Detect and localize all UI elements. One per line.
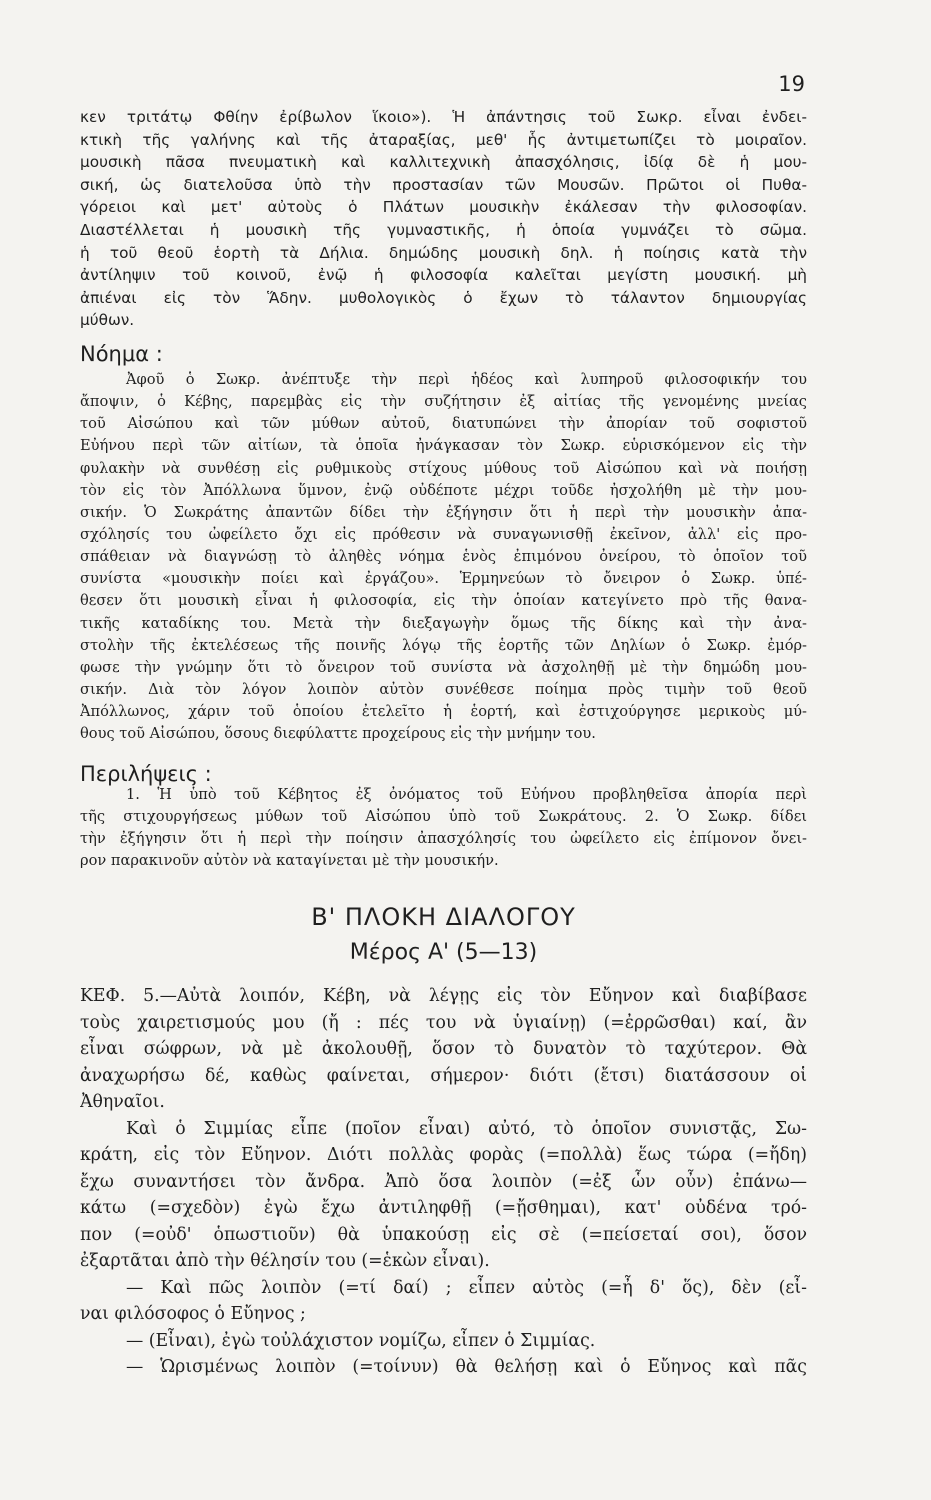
notes-line: κτικὴ τῆς γαλήνης καὶ τῆς ἀταραξίας, μεθ' ἧς ἀντιμετωπίζει τὸ μοιραῖον. (80, 130, 807, 149)
noema-line: στολὴν τῆς ἐκτελέσεως τῆς ποινῆς λόγῳ τῆς ἑορτῆς τῶν Δηλίων ὁ Σωκρ. ἐμόρ- (80, 636, 807, 654)
translation-line: εἶναι σώφρων, νὰ μὲ ἀκολουθῇ, ὅσον τὸ δυνατὸν τὸ ταχύτερον. Θὰ (80, 1039, 807, 1059)
notes-line: σική, ὡς διατελοῦσα ὑπὸ τὴν προστασίαν τῶν Μουσῶν. Πρῶτοι οἱ Πυθα- (80, 175, 807, 194)
perilipseis-line: τῆς στιχουργήσεως μύθων τοῦ Αἰσώπου ὑπὸ τοῦ Σωκράτους. 2. Ὁ Σωκρ. δίδει (80, 808, 807, 826)
notes-line: μουσικὴ πᾶσα πνευματικὴ καὶ καλλιτεχνικὴ ἀπασχόλησις, ἰδίᾳ δὲ ἡ μου- (80, 153, 807, 172)
translation-line: ἔχω συναντήσει τὸν ἄνδρα. Ἀπὸ ὅσα λοιπὸν (=ἐξ ὧν οὖν) ἐπάνω— (80, 1171, 807, 1192)
notes-line: μύθων. (80, 311, 135, 330)
perilipseis-line: ρον παρακινοῦν αὐτὸν νὰ καταγίνεται μὲ τὴν μουσικήν. (80, 852, 499, 870)
noema-line: φυλακὴν νὰ συνθέσῃ εἰς ρυθμικοὺς στίχους μύθους τοῦ Αἰσώπου καὶ νὰ ποιήσῃ (80, 459, 807, 477)
translation-line: Καὶ ὁ Σιμμίας εἶπε (ποῖον εἶναι) αὐτό, τὸ ὁποῖον συνιστᾷς, Σω- (126, 1118, 807, 1139)
noema-line: θεσεν ὅτι μουσικὴ εἶναι ἡ φιλοσοφία, εἰς τὴν ὁποίαν κατεγίνετο πρὸ τῆς θανα- (80, 592, 807, 610)
noema-line: ἄποψιν, ὁ Κέβης, παρεμβὰς εἰς τὴν συζήτησιν ἐξ αἰτίας τῆς γενομένης μνείας (80, 393, 807, 411)
page-number: 19 (778, 72, 805, 96)
translation-line: ἀναχωρήσω δέ, καθὼς φαίνεται, σήμερον· διότι (ἔτσι) διατάσσουν οἱ (80, 1065, 807, 1086)
translation-line: κάτω (=σχεδὸν) ἐγὼ ἔχω ἀντιληφθῇ (=ᾔσθημαι), κατ' οὐδένα τρό- (80, 1198, 807, 1218)
part-title: Μέρος Α' (5—13) (349, 940, 538, 965)
noema-line: σικήν. Διὰ τὸν λόγον λοιπὸν αὐτὸν συνέθεσε ποίημα πρὸς τιμὴν τοῦ θεοῦ (80, 680, 807, 698)
noema-line: σικήν. Ὁ Σωκράτης ἀπαντῶν δίδει τὴν ἐξήγησιν ὅτι ἡ περὶ τὴν μουσικὴν ἀπα- (80, 503, 807, 521)
section-title: Β' ΠΛΟΚΗ ΔΙΑΛΟΓΟΥ (311, 903, 576, 931)
notes-line: ἡ τοῦ θεοῦ ἑορτὴ τὰ Δήλια. δημώδης μουσικὴ δηλ. ἡ ποίησις κατὰ τὴν (80, 243, 807, 262)
translation-line: — Καὶ πῶς λοιπὸν (=τί δαί) ; εἶπεν αὐτὸς (=ἦ δ' ὅς), δὲν (εἶ- (126, 1277, 807, 1298)
perilipseis-line: 1. Ἡ ὑπὸ τοῦ Κέβητος ἐξ ὀνόματος τοῦ Εὐήνου προβληθεῖσα ἀπορία περὶ (126, 786, 807, 803)
translation-line: — (Εἶναι), ἐγὼ τοὐλάχιστον νομίζω, εἶπεν ὁ Σιμμίας. (126, 1330, 596, 1351)
noema-heading: Νόημα : (80, 342, 163, 366)
notes-line: γόρειοι καὶ μετ' αὐτοὺς ὁ Πλάτων μουσικὴν ἐκάλεσαν τὴν φιλοσοφίαν. (80, 198, 807, 217)
noema-line: Εὐήνου περὶ τῶν αἰτίων, τὰ ὁποῖα ἠνάγκασαν τὸν Σωκρ. εὑρισκόμενον εἰς τὴν (80, 437, 807, 455)
notes-block (80, 106, 807, 332)
translation-line: ναι φιλόσοφος ὁ Εὔηνος ; (80, 1304, 306, 1324)
notes-line: Διαστέλλεται ἡ μουσικὴ τῆς γυμναστικῆς, ἡ ὁποία γυμνάζει τὸ σῶμα. (80, 220, 807, 239)
noema-line: φωσε τὴν γνώμην ὅτι τὸ ὄνειρον τοῦ συνίστα νὰ ἀσχοληθῇ μὲ τὴν δημώδη μου- (80, 658, 807, 676)
translation-line: τοὺς χαιρετισμούς μου (ἤ : πές του νὰ ὑγιαίνῃ) (=ἐρρῶσθαι) καί, ἂν (80, 1012, 807, 1033)
translation-line: Ἀθηναῖοι. (80, 1092, 165, 1112)
translation-block (80, 983, 807, 1381)
perilipseis-line: τὴν ἐξήγησιν ὅτι ἡ περὶ τὴν ποίησιν ἀπασχόλησίς του ὠφείλετο εἰς ἐπίμονον ὄνει- (80, 830, 807, 848)
translation-line: κράτη, εἰς τὸν Εὔηνον. Διότι πολλὰς φορὰς (=πολλὰ) ἕως τώρα (=ἤδη) (80, 1145, 807, 1165)
noema-line: σπάθειαν νὰ διαγνώσῃ τὸ ἀληθὲς νόημα ἑνὸς ἐπιμόνου ὀνείρου, τὸ ὁποῖον τοῦ (80, 548, 807, 566)
perilipseis-block (80, 784, 807, 873)
translation-line: ἐξαρτᾶται ἀπὸ τὴν θέλησίν του (=ἑκὼν εἶναι). (80, 1251, 490, 1271)
noema-line: Ἀπόλλωνος, χάριν τοῦ ὁποίου ἐτελεῖτο ἡ ἑορτή, καὶ ἐστιχούργησε μερικοὺς μύ- (80, 703, 807, 721)
noema-block (80, 369, 807, 745)
translation-line: — Ὡρισμένως λοιπὸν (=τοίνυν) θὰ θελήσῃ καὶ ὁ Εὔηνος καὶ πᾶς (126, 1357, 807, 1377)
noema-line: τὸν εἰς τὸν Ἀπόλλωνα ὕμνον, ἐνῷ οὐδέποτε μέχρι τοῦδε ἠσχολήθη μὲ τὴν μου- (80, 481, 807, 499)
notes-line: ἀπιέναι εἰς τὸν Ἅδην. μυθολογικὸς ὁ ἔχων τὸ τάλαντον δημιουργίας (80, 288, 807, 307)
translation-line: ΚΕΦ. 5.—Αὐτὰ λοιπόν, Κέβη, νὰ λέγῃς εἰς τὸν Εὔηνον καὶ διαβίβασε (80, 986, 807, 1006)
translation-line: πον (=οὐδ' ὁπωστιοῦν) θὰ ὑπακούσῃ εἰς σὲ (=πείσεταί σοι), ὅσον (80, 1224, 807, 1245)
noema-line: θους τοῦ Αἰσώπου, ὅσους διεφύλαττε προχείρους εἰς τὴν μνήμην του. (80, 725, 596, 743)
perilipseis-heading: Περιλήψεις : (80, 762, 212, 786)
noema-line: τοῦ Αἰσώπου καὶ τῶν μύθων αὐτοῦ, διατυπώνει τὴν ἀπορίαν τοῦ σοφιστοῦ (80, 415, 807, 433)
notes-line: ἀντίληψιν τοῦ κοινοῦ, ἐνῷ ἡ φιλοσοφία καλεῖται μεγίστη μουσική. μὴ (80, 266, 807, 285)
notes-line: κεν τριτάτῳ Φθίην ἐρίβωλον ἵκοιο»). Ἡ ἀπάντησις τοῦ Σωκρ. εἶναι ἐνδει- (80, 108, 807, 126)
noema-line: συνίστα «μουσικὴν ποίει καὶ ἐργάζου». Ἑρμηνεύων τὸ ὄνειρον ὁ Σωκρ. ὑπέ- (80, 570, 807, 588)
noema-line: σχόλησίς του ὠφείλετο ὄχι εἰς πρόθεσιν νὰ συναγωνισθῇ ἐκεῖνον, ἀλλ' εἰς προ- (80, 525, 807, 543)
noema-line: Ἀφοῦ ὁ Σωκρ. ἀνέπτυξε τὴν περὶ ἡδέος καὶ λυπηροῦ φιλοσοφικήν του (126, 371, 807, 388)
noema-line: τικῆς καταδίκης του. Μετὰ τὴν διεξαγωγὴν ὅμως τῆς δίκης καὶ τὴν ἀνα- (80, 614, 807, 632)
